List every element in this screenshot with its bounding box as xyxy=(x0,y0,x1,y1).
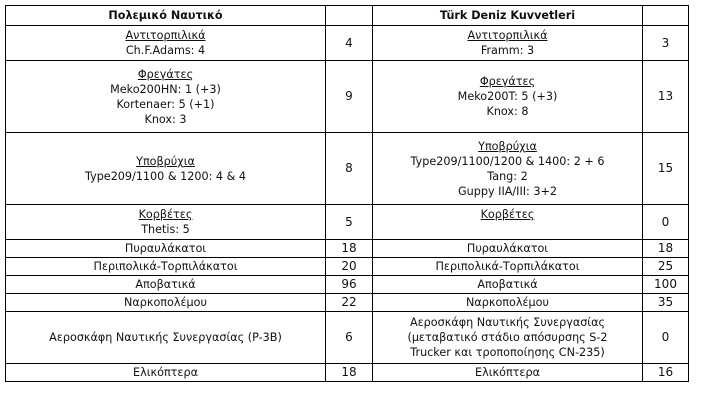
right-category-cell: Ελικόπτερα xyxy=(373,364,643,382)
right-category-cell xyxy=(373,205,643,240)
left-count: 4 xyxy=(326,26,373,61)
ship-class-line: Thetis: 5 xyxy=(141,223,190,236)
table-row xyxy=(6,26,689,61)
left-category-cell xyxy=(6,61,326,133)
left-category-cell: Αποβατικά xyxy=(6,276,326,294)
category-title: Υποβρύχια xyxy=(136,154,195,168)
category-title: Υποβρύχια xyxy=(478,139,537,153)
left-category-cell xyxy=(6,26,326,61)
left-category-cell: Πυραυλάκατοι xyxy=(6,240,326,258)
hellenic-navy-header: Πολεμικό Ναυτικό xyxy=(6,6,326,26)
category-title: Κορβέτες xyxy=(138,208,193,221)
ship-class-line: Framm: 3 xyxy=(480,44,535,57)
left-count: 22 xyxy=(326,294,373,312)
right-count: 16 xyxy=(643,364,689,382)
aircraft-line: Αεροσκάφη Ναυτικής Συνεργασίας xyxy=(409,316,606,329)
left-category-cell xyxy=(6,133,326,205)
ship-class-line: Kortenaer: 5 (+1) xyxy=(116,97,215,111)
right-count: 0 xyxy=(643,205,689,240)
table-row xyxy=(6,258,689,276)
table-row xyxy=(6,133,689,205)
header-spacer xyxy=(643,6,689,26)
right-category-cell xyxy=(373,133,643,205)
left-count: 9 xyxy=(326,61,373,133)
right-category-cell: Περιπολικά-Τορπιλάκατοι xyxy=(373,258,643,276)
ship-class-line: Guppy IIA/III: 3+2 xyxy=(458,184,557,198)
header-row xyxy=(6,6,689,26)
right-category-cell: Αποβατικά xyxy=(373,276,643,294)
ship-class-line: Knox: 3 xyxy=(144,112,187,126)
left-count: 18 xyxy=(326,240,373,258)
left-count: 5 xyxy=(326,205,373,240)
category-title: Αντιτορπιλικά xyxy=(467,29,548,42)
left-category-cell: Αεροσκάφη Ναυτικής Συνεργασίας (P-3B) xyxy=(6,312,326,364)
left-count: 18 xyxy=(326,364,373,382)
category-title: Αντιτορπιλικά xyxy=(125,29,206,42)
left-count: 96 xyxy=(326,276,373,294)
right-category-cell: Ναρκοπολέμου xyxy=(373,294,643,312)
fleet-comparison-table xyxy=(5,5,689,382)
table-row xyxy=(6,61,689,133)
right-count: 0 xyxy=(643,312,689,364)
ship-class-line: Knox: 8 xyxy=(486,105,529,118)
aircraft-line: (μεταβατικό στάδιο απόσυρσης S-2 xyxy=(407,331,608,344)
right-category-cell xyxy=(373,312,643,364)
category-title: Φρεγάτες xyxy=(479,75,536,88)
ship-class-line: Meko200T: 5 (+3) xyxy=(457,90,558,103)
left-category-cell: Ελικόπτερα xyxy=(6,364,326,382)
ship-class-line: Type209/1100/1200 & 1400: 2 + 6 xyxy=(410,154,605,168)
turkish-navy-header: Türk Deniz Kuvvetleri xyxy=(373,6,643,26)
ship-class-line: Type209/1100 & 1200: 4 & 4 xyxy=(85,169,246,183)
header-spacer xyxy=(326,6,373,26)
ship-class-line: Meko200HN: 1 (+3) xyxy=(110,82,221,96)
right-count: 100 xyxy=(643,276,689,294)
left-category-cell: Περιπολικά-Τορπιλάκατοι xyxy=(6,258,326,276)
right-count: 3 xyxy=(643,26,689,61)
right-category-cell xyxy=(373,61,643,133)
ship-class-line: Ch.F.Adams: 4 xyxy=(125,44,206,57)
left-category-cell xyxy=(6,205,326,240)
right-category-cell: Πυραυλάκατοι xyxy=(373,240,643,258)
left-count: 20 xyxy=(326,258,373,276)
left-category-cell: Ναρκοπολέμου xyxy=(6,294,326,312)
right-count: 13 xyxy=(643,61,689,133)
left-count: 8 xyxy=(326,133,373,205)
right-count: 35 xyxy=(643,294,689,312)
right-count: 15 xyxy=(643,133,689,205)
right-category-cell xyxy=(373,26,643,61)
table-row xyxy=(6,364,689,382)
category-title: Φρεγάτες xyxy=(137,67,194,81)
aircraft-line: Trucker και τροποποίησης CN-235) xyxy=(410,346,605,359)
category-title: Κορβέτες xyxy=(480,208,535,221)
table-row xyxy=(6,205,689,240)
table-row xyxy=(6,294,689,312)
table-row xyxy=(6,276,689,294)
table-row xyxy=(6,312,689,364)
left-count: 6 xyxy=(326,312,373,364)
right-count: 25 xyxy=(643,258,689,276)
ship-class-line: Tang: 2 xyxy=(487,169,528,183)
table-row xyxy=(6,240,689,258)
right-count: 18 xyxy=(643,240,689,258)
